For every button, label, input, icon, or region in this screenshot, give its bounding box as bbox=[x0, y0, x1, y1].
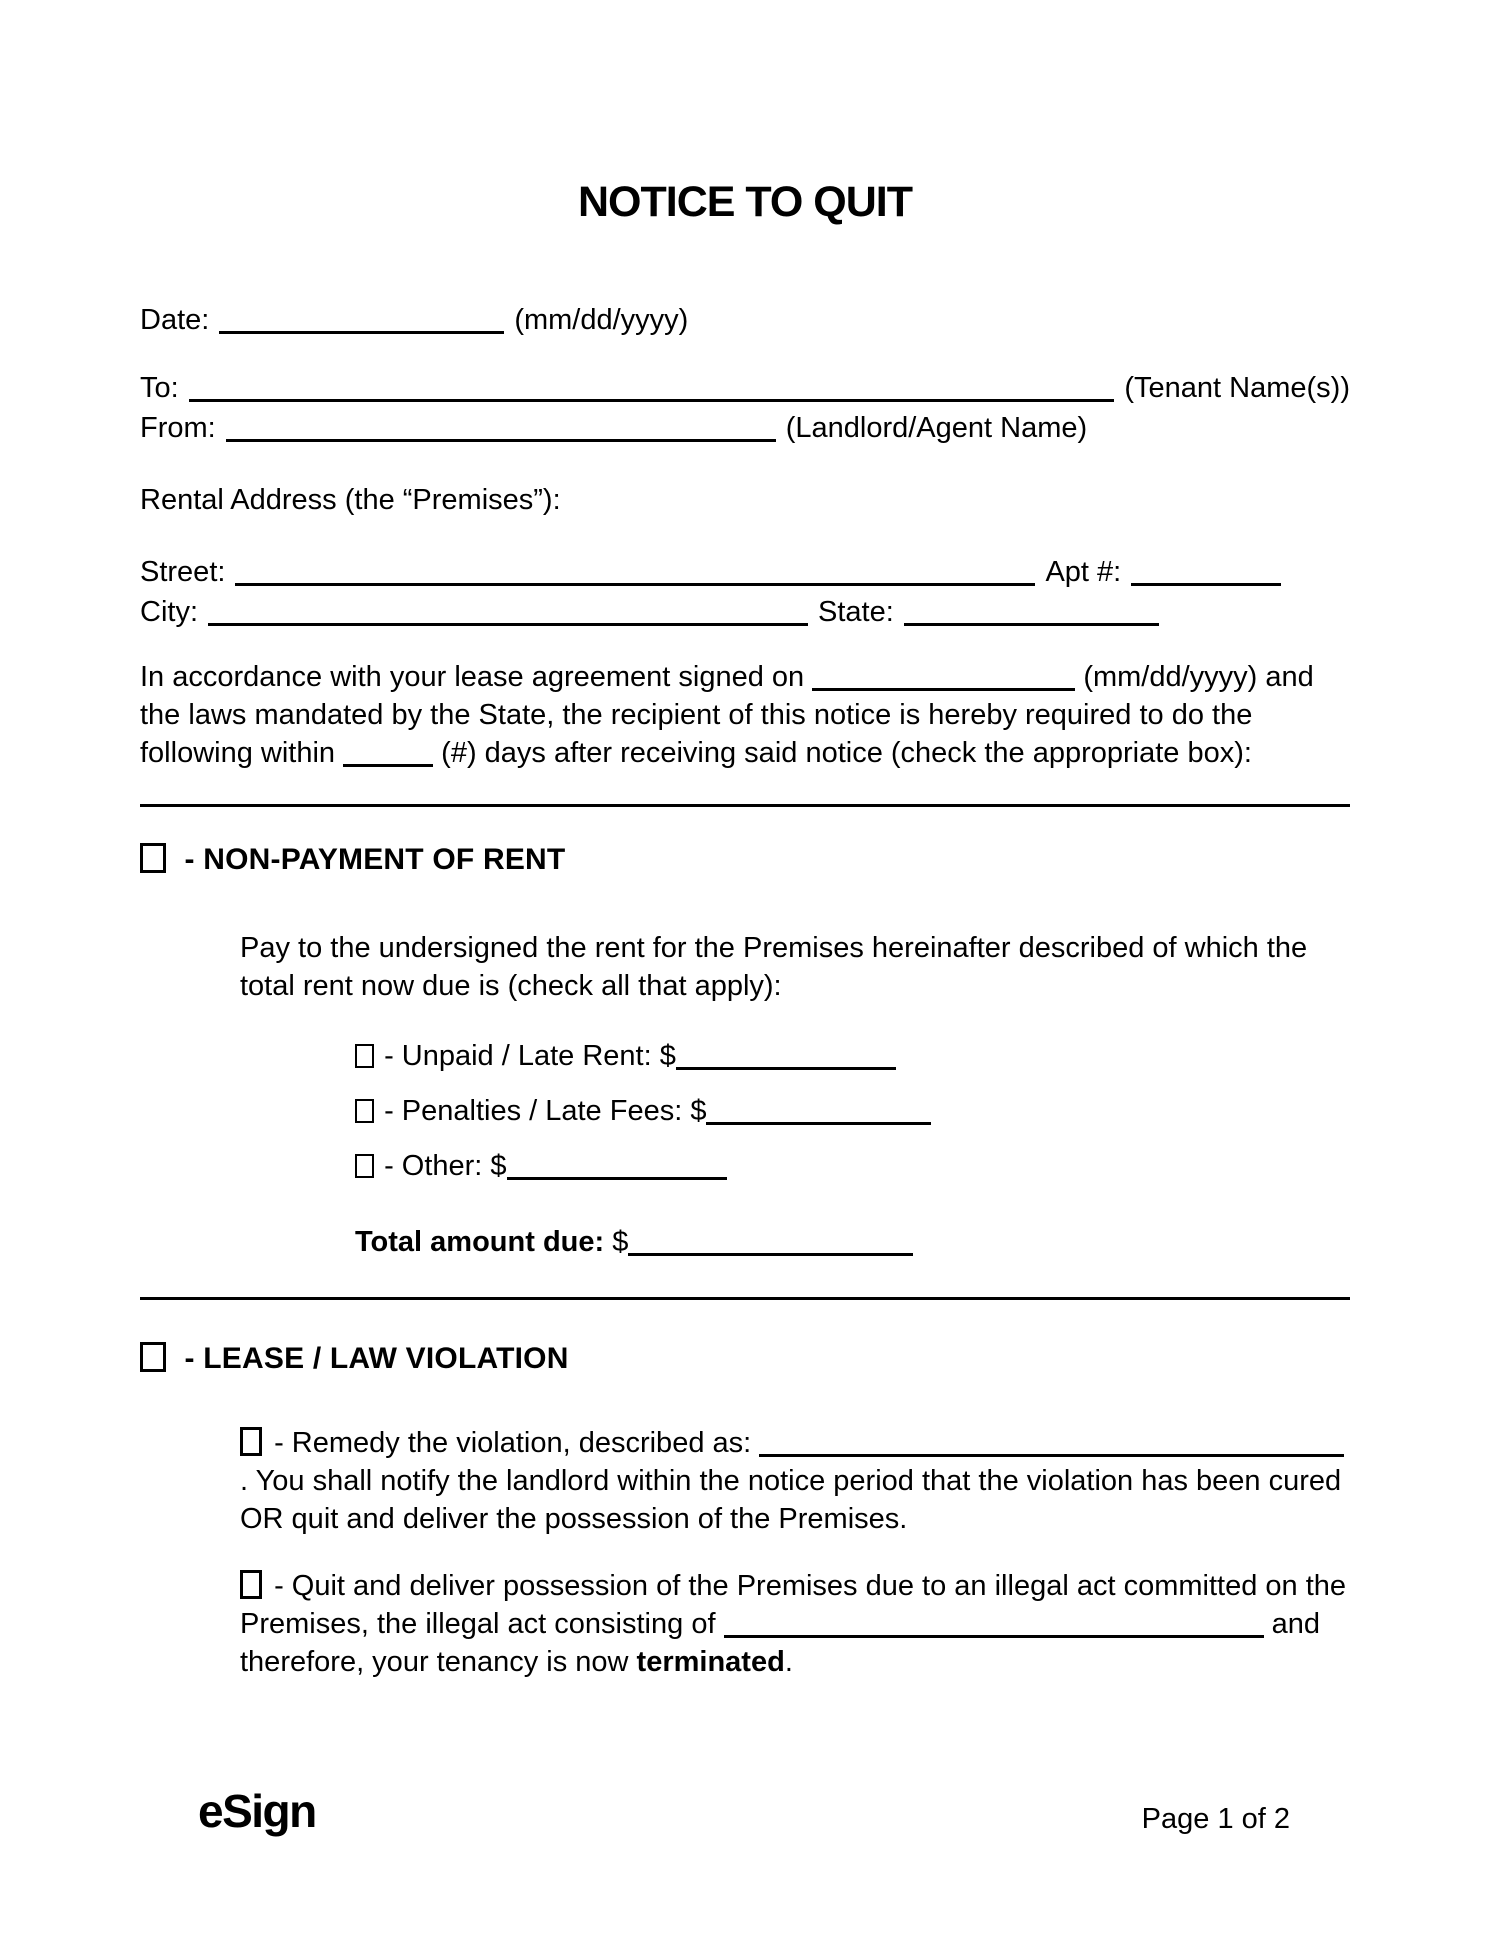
unpaid-rent-row bbox=[355, 1037, 1350, 1075]
quit-period: . bbox=[784, 1646, 793, 1678]
to-label: To: bbox=[140, 372, 179, 404]
total-amount-label: Total amount due: bbox=[355, 1226, 605, 1258]
city-field-row bbox=[140, 592, 1350, 632]
to-field-row bbox=[140, 368, 1350, 408]
violation-checkbox[interactable] bbox=[140, 1342, 166, 1372]
nonpayment-checkbox[interactable] bbox=[140, 843, 166, 873]
remedy-tail-text: . You shall notify the landlord within the notice period that the violation has been cured OR quit and deliver the possession of the Premises. bbox=[240, 1465, 1342, 1535]
remedy-checkbox[interactable] bbox=[240, 1427, 262, 1456]
intro-segment-1: In accordance with your lease agreement signed on bbox=[140, 661, 805, 693]
other-label: - Other: $ bbox=[384, 1150, 507, 1182]
quit-paragraph bbox=[240, 1567, 1350, 1681]
unpaid-rent-amount-line[interactable] bbox=[676, 1066, 896, 1070]
page-indicator: Page 1 of 2 bbox=[1141, 1803, 1290, 1835]
document-title: NOTICE TO QUIT bbox=[578, 178, 912, 226]
quit-checkbox[interactable] bbox=[240, 1570, 262, 1599]
remedy-paragraph bbox=[240, 1424, 1350, 1538]
section-divider-2 bbox=[140, 1297, 1350, 1300]
intro-paragraph bbox=[140, 658, 1350, 772]
penalties-checkbox[interactable] bbox=[355, 1099, 374, 1123]
other-checkbox[interactable] bbox=[355, 1154, 374, 1178]
other-amount-line[interactable] bbox=[507, 1176, 727, 1180]
penalties-row bbox=[355, 1092, 1350, 1130]
landlord-name-hint: (Landlord/Agent Name) bbox=[785, 412, 1088, 444]
nonpayment-intro-paragraph: Pay to the undersigned the rent for the Premises hereinafter described of which the total rent now due is (check all that apply): bbox=[240, 932, 1308, 1002]
street-label: Street: bbox=[140, 556, 226, 588]
date-field-row bbox=[140, 300, 1350, 340]
penalties-amount-line[interactable] bbox=[706, 1121, 931, 1125]
days-input-line[interactable] bbox=[343, 763, 433, 767]
city-label: City: bbox=[140, 596, 198, 628]
esign-logo: eSign bbox=[198, 1785, 316, 1837]
date-label: Date: bbox=[140, 304, 210, 336]
nonpayment-section-heading bbox=[140, 837, 1350, 883]
street-field-row bbox=[140, 552, 1350, 592]
unpaid-rent-label: - Unpaid / Late Rent: $ bbox=[384, 1040, 676, 1072]
section-divider-1 bbox=[140, 804, 1350, 807]
illegal-act-line[interactable] bbox=[724, 1634, 1264, 1638]
date-format-hint: (mm/dd/yyyy) bbox=[514, 304, 689, 336]
landlord-name-input-line[interactable] bbox=[226, 438, 776, 442]
date-input-line[interactable] bbox=[219, 330, 504, 334]
remedy-lead-text: - Remedy the violation, described as: bbox=[274, 1427, 752, 1459]
violation-section-heading bbox=[140, 1336, 1350, 1382]
total-amount-row bbox=[355, 1223, 1350, 1261]
state-input-line[interactable] bbox=[904, 622, 1159, 626]
unpaid-rent-checkbox[interactable] bbox=[355, 1044, 374, 1068]
nonpayment-heading-label: - NON-PAYMENT OF RENT bbox=[184, 843, 566, 876]
apt-input-line[interactable] bbox=[1131, 582, 1281, 586]
terminated-word: terminated bbox=[636, 1646, 785, 1678]
tenant-name-hint: (Tenant Name(s)) bbox=[1124, 372, 1350, 404]
lease-date-input-line[interactable] bbox=[812, 687, 1075, 691]
total-currency-symbol: $ bbox=[612, 1226, 629, 1258]
tenant-name-input-line[interactable] bbox=[189, 398, 1115, 402]
intro-segment-2: (mm/dd/yyyy) and the laws mandated by the State, the recipient of this notice is hereby required to do the following within bbox=[140, 661, 1314, 769]
violation-heading-label: - LEASE / LAW VIOLATION bbox=[184, 1342, 569, 1375]
from-label: From: bbox=[140, 412, 216, 444]
quit-lead-text: - Quit and deliver possession of the Premises due to an illegal act committed on the Premises, the illegal act consisting of bbox=[240, 1570, 1347, 1640]
city-input-line[interactable] bbox=[208, 622, 808, 626]
remedy-description-line[interactable] bbox=[759, 1453, 1344, 1457]
rental-address-heading: Rental Address (the “Premises”): bbox=[140, 484, 561, 516]
apt-label: Apt #: bbox=[1045, 556, 1122, 588]
penalties-label: - Penalties / Late Fees: $ bbox=[384, 1095, 707, 1127]
state-label: State: bbox=[818, 596, 894, 628]
intro-segment-3: (#) days after receiving said notice (check the appropriate box): bbox=[441, 737, 1252, 769]
other-row bbox=[355, 1147, 1350, 1185]
street-input-line[interactable] bbox=[235, 582, 1035, 586]
quit-mid-text: and therefore, your tenancy is now bbox=[240, 1608, 1321, 1678]
total-amount-line[interactable] bbox=[628, 1252, 913, 1256]
from-field-row bbox=[140, 408, 1350, 448]
